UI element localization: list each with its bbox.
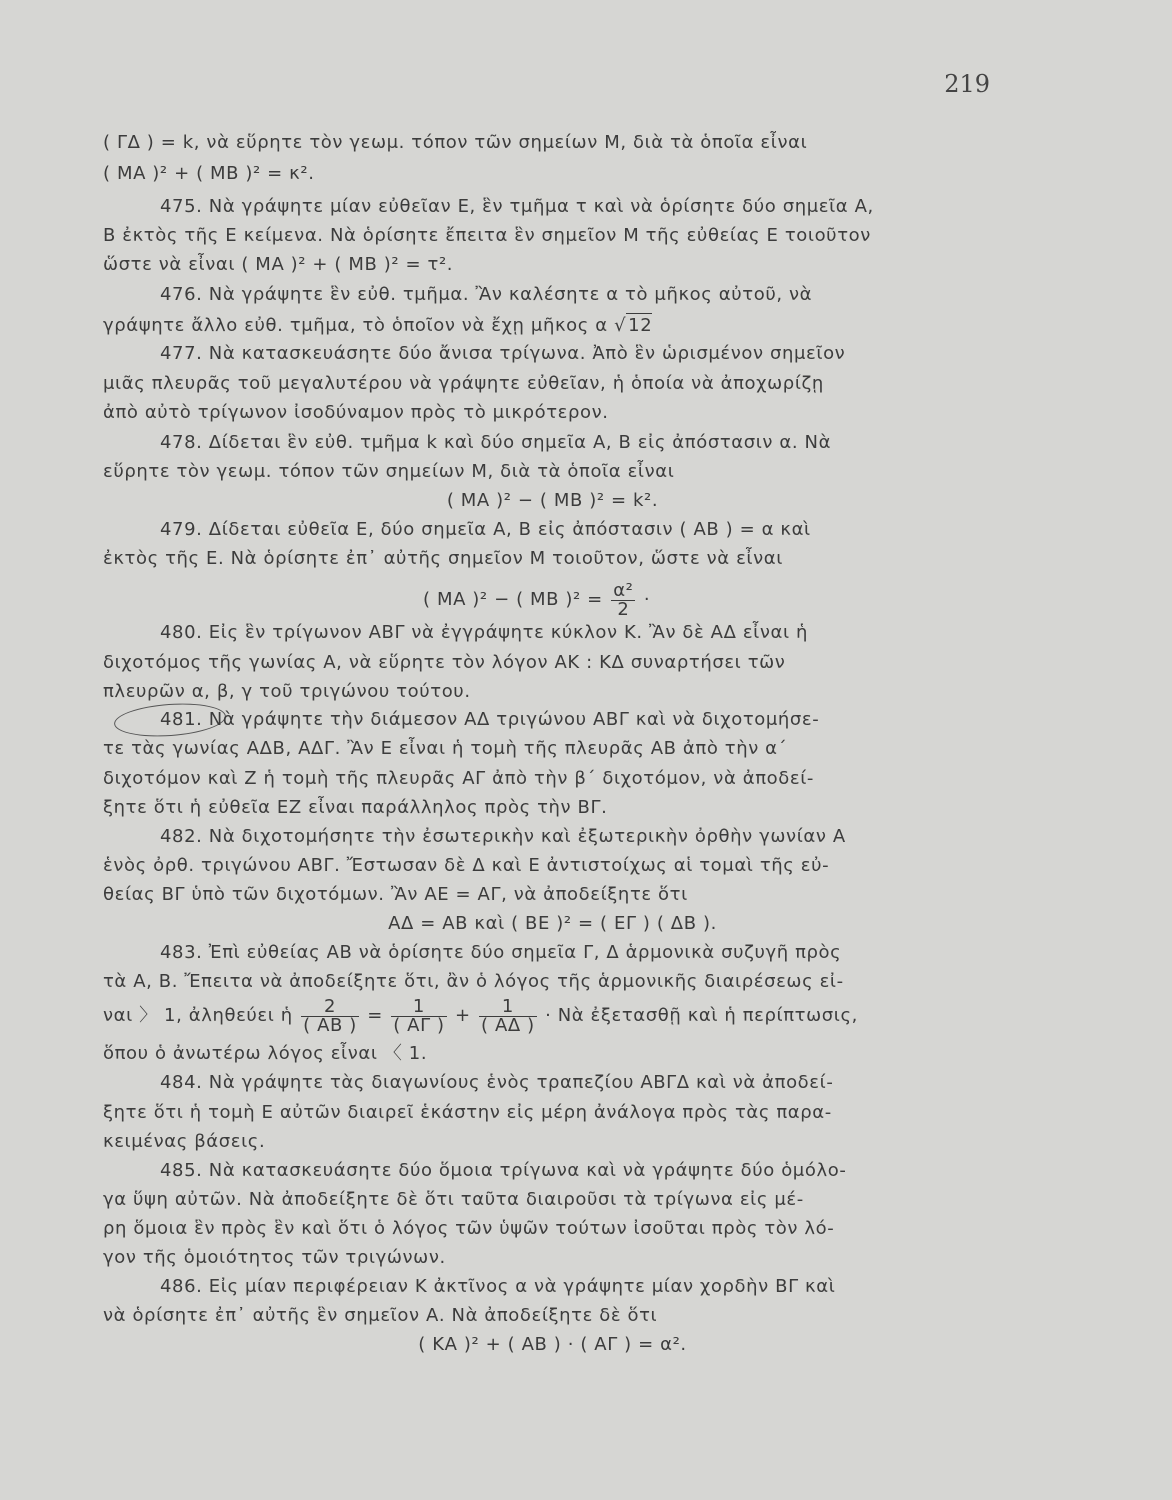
problem-480: 480. Εἰς ἓν τρίγωνον ΑΒΓ νὰ ἐγγράψητε κύκλον Κ. Ἂν δὲ ΑΔ εἶναι ἡ (160, 622, 808, 643)
problem-478: 478. Δίδεται ἓν εὐθ. τμῆμα k καὶ δύο σημεῖα Α, Β εἰς ἀπόστασιν α. Νὰ (160, 432, 832, 453)
text-line: ἀπὸ αὐτὸ τρίγωνον ἰσοδύναμον πρὸς τὸ μικρότερον. (103, 402, 609, 423)
fraction-denominator: ( ΑΔ ) (481, 1014, 535, 1036)
fraction-denominator: ( ΑΒ ) (303, 1014, 357, 1036)
formula-tail: · (643, 589, 651, 610)
text-line: Β ἐκτὸς τῆς Ε κείμενα. Νὰ ὁρίσητε ἔπειτα ἓν σημεῖον Μ τῆς εὐθείας Ε τοιοῦτον (103, 225, 871, 246)
text-line: ὅπου ὁ ἀνωτέρω λόγος εἶναι 〈 1. (103, 1043, 428, 1064)
text-line: ὥστε νὰ εἶναι ( ΜΑ )² + ( ΜΒ )² = τ². (103, 254, 454, 275)
fraction (611, 579, 635, 620)
text-line: τὰ Α, Β. Ἔπειτα νὰ ἀποδείξητε ὅτι, ἂν ὁ λόγος τῆς ἁρμονικῆς διαιρέσεως εἰ- (103, 971, 844, 992)
fraction (479, 995, 537, 1036)
text-line: ξητε ὅτι ἡ τομὴ Ε αὐτῶν διαιρεῖ ἑκάστην εἰς μέρη ἀνάλογα πρὸς τὰς παρα- (103, 1102, 832, 1123)
plus-sign: + (455, 1005, 471, 1026)
text-span: ναι 〉 1, ἀληθεύει ἡ (103, 1005, 293, 1026)
text-line: θείας ΒΓ ὑπὸ τῶν διχοτόμων. Ἂν ΑΕ = ΑΓ, νὰ ἀποδείξητε ὅτι (103, 884, 688, 905)
formula-lhs: ( ΜΑ )² − ( ΜΒ )² = (423, 589, 603, 610)
problem-483: 483. Ἐπὶ εὐθείας ΑΒ νὰ ὁρίσητε δύο σημεῖα Γ, Δ ἁρμονικὰ συζυγῆ πρὸς (160, 942, 842, 963)
problem-477: 477. Νὰ κατασκευάσητε δύο ἄνισα τρίγωνα. Ἀπὸ ἓν ὡρισμένον σημεῖον (160, 343, 846, 364)
text-span: · Νὰ ἐξετασθῇ καὶ ἡ περίπτωσις, (545, 1005, 858, 1026)
problem-481: 481. Νὰ γράψητε τὴν διάμεσον ΑΔ τριγώνου ΑΒΓ καὶ νὰ διχοτομήσε- (160, 709, 820, 730)
text-line: ( ΓΔ ) = k, νὰ εὕρητε τὸν γεωμ. τόπον τῶν σημείων Μ, διὰ τὰ ὁποῖα εἶναι (103, 132, 808, 153)
problem-479: 479. Δίδεται εὐθεῖα Ε, δύο σημεῖα Α, Β εἰς ἀπόστασιν ( ΑΒ ) = α καὶ (160, 519, 811, 540)
problem-485: 485. Νὰ κατασκευάσητε δύο ὅμοια τρίγωνα καὶ νὰ γράψητε δύο ὁμόλο- (160, 1160, 847, 1181)
text-span: γράψητε ἄλλο εὐθ. τμῆμα, τὸ ὁποῖον νὰ ἔχῃ μῆκος α (103, 315, 608, 336)
formula-483-line (103, 992, 1003, 1040)
text-line: νὰ ὁρίσητε ἐπ᾽ αὐτῆς ἓν σημεῖον Α. Νὰ ἀποδείξητε δὲ ὅτι (103, 1305, 658, 1326)
fraction-numerator: 2 (323, 995, 337, 1017)
text-line: εὕρητε τὸν γεωμ. τόπον τῶν σημείων Μ, διὰ τὰ ὁποῖα εἶναι (103, 461, 675, 482)
formula-478: ( ΜΑ )² − ( ΜΒ )² = k². (446, 490, 659, 511)
fraction-numerator: 1 (412, 995, 425, 1017)
text-line: διχοτόμος τῆς γωνίας Α, νὰ εὕρητε τὸν λόγον ΑΚ : ΚΔ συναρτήσει τῶν (103, 652, 786, 673)
text-line: γα ὕψη αὐτῶν. Νὰ ἀποδείξητε δὲ ὅτι ταῦτα διαιροῦσι τὰ τρίγωνα εἰς μέ- (103, 1189, 804, 1210)
sqrt-argument: 12 (628, 315, 653, 336)
text-line: κειμένας βάσεις. (103, 1131, 266, 1152)
text-line: πλευρῶν α, β, γ τοῦ τριγώνου τούτου. (103, 681, 471, 702)
text-line: γον τῆς ὁμοιότητος τῶν τριγώνων. (103, 1247, 446, 1268)
text-line: ἑνὸς ὀρθ. τριγώνου ΑΒΓ. Ἔστωσαν δὲ Δ καὶ Ε ἀντιστοίχως αἱ τομαὶ τῆς εὐ- (103, 855, 830, 876)
text-line: ξητε ὅτι ἡ εὐθεῖα ΕΖ εἶναι παράλληλος πρὸς τὴν ΒΓ. (103, 797, 608, 818)
equals-sign: = (367, 1005, 383, 1026)
formula-482: ΑΔ = ΑΒ καὶ ( ΒΕ )² = ( ΕΓ ) ( ΔΒ ). (388, 913, 717, 934)
formula-486: ( ΚΑ )² + ( ΑΒ ) · ( ΑΓ ) = α². (418, 1334, 687, 1355)
fraction (391, 995, 446, 1036)
problem-475: 475. Νὰ γράψητε μίαν εὐθεῖαν Ε, ἓν τμῆμα τ καὶ νὰ ὁρίσητε δύο σημεῖα Α, (160, 196, 874, 217)
fraction (301, 995, 359, 1036)
text-line: τε τὰς γωνίας ΑΔΒ, ΑΔΓ. Ἂν Ε εἶναι ἡ τομὴ τῆς πλευρᾶς ΑΒ ἀπὸ τὴν α΄ (103, 738, 788, 759)
text-line: ἐκτὸς τῆς Ε. Νὰ ὁρίσητε ἐπ᾽ αὐτῆς σημεῖον Μ τοιοῦτον, ὥστε νὰ εἶναι (103, 548, 783, 569)
text-line (103, 313, 1003, 338)
text-line: διχοτόμον καὶ Ζ ἡ τομὴ τῆς πλευρᾶς ΑΓ ἀπὸ τὴν β΄ διχοτόμον, νὰ ἀποδεί- (103, 768, 814, 789)
problem-482: 482. Νὰ διχοτομήσητε τὴν ἐσωτερικὴν καὶ ἐξωτερικὴν ὀρθὴν γωνίαν Α (160, 826, 846, 847)
problem-484: 484. Νὰ γράψητε τὰς διαγωνίους ἑνὸς τραπεζίου ΑΒΓΔ καὶ νὰ ἀποδεί- (160, 1072, 834, 1093)
text-line: ( ΜΑ )² + ( ΜΒ )² = κ². (103, 163, 315, 184)
page-number: 219 (944, 70, 990, 98)
problem-486: 486. Εἰς μίαν περιφέρειαν Κ ἀκτῖνος α νὰ γράψητε μίαν χορδὴν ΒΓ καὶ (160, 1276, 836, 1297)
fraction-denominator: 2 (611, 600, 635, 619)
fraction-numerator: 1 (501, 995, 514, 1017)
text-line: ρη ὅμοια ἓν πρὸς ἓν καὶ ὅτι ὁ λόγος τῶν ὑψῶν τούτων ἰσοῦται πρὸς τὸν λό- (103, 1218, 835, 1239)
fraction-numerator: α² (613, 579, 634, 601)
text-line: μιᾶς πλευρᾶς τοῦ μεγαλυτέρου νὰ γράψητε εὐθεῖαν, ἡ ὁποία νὰ ἀποχωρίζῃ (103, 373, 824, 394)
formula-479 (423, 576, 1172, 624)
sqrt-symbol: √ (614, 315, 627, 336)
problem-476: 476. Νὰ γράψητε ἓν εὐθ. τμῆμα. Ἂν καλέσητε α τὸ μῆκος αὐτοῦ, νὰ (160, 284, 813, 305)
fraction-denominator: ( ΑΓ ) (393, 1014, 445, 1036)
